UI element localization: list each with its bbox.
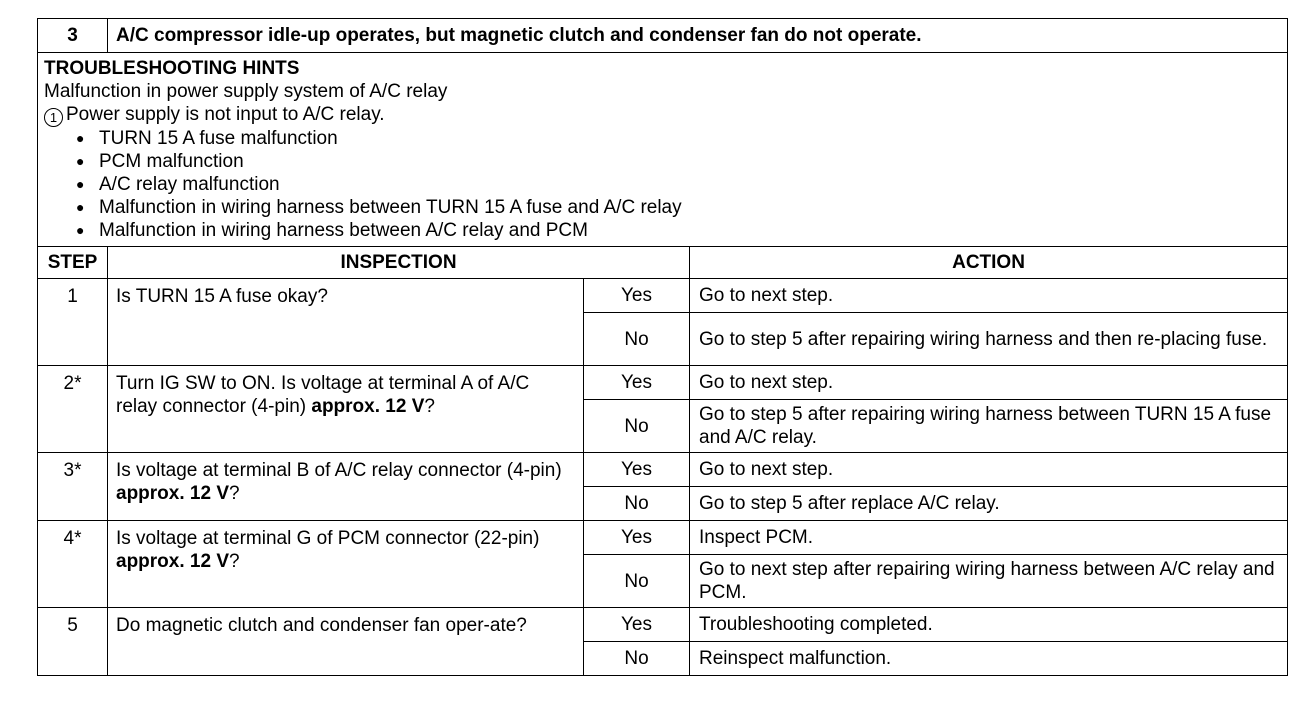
table-row	[38, 279, 1288, 313]
hint-bullet	[44, 196, 1281, 219]
yes-label: Yes	[584, 453, 690, 487]
yes-label: Yes	[584, 608, 690, 642]
inspection-cell	[108, 608, 584, 676]
inspection-cell	[108, 453, 584, 521]
hint-bullet-text: Malfunction in wiring harness between A/C relay and PCM	[99, 220, 588, 241]
inspection-cell	[108, 366, 584, 453]
no-action: Go to next step after repairing wiring harness between A/C relay and PCM.	[690, 555, 1288, 608]
table-row	[38, 366, 1288, 400]
inspection-text: Do magnetic clutch and condenser fan oper-ate?	[116, 615, 527, 636]
inspection-bold: approx. 12 V	[311, 396, 425, 417]
hint-bullet-text: PCM malfunction	[99, 151, 244, 172]
yes-action: Troubleshooting completed.	[690, 608, 1288, 642]
inspection-cell	[108, 279, 584, 366]
hints-line-2-text: Power supply is not input to A/C relay.	[66, 104, 385, 125]
table-row	[38, 453, 1288, 487]
no-label: No	[584, 555, 690, 608]
step-number: 3*	[38, 453, 108, 521]
inspection-bold: approx. 12 V	[116, 551, 229, 572]
no-action: Go to step 5 after repairing wiring harness and then re-placing fuse.	[690, 313, 1288, 366]
column-header-action: ACTION	[690, 247, 1288, 279]
no-action: Reinspect malfunction.	[690, 642, 1288, 676]
circled-number: 1	[44, 108, 63, 127]
no-action: Go to step 5 after repairing wiring harness between TURN 15 A fuse and A/C relay.	[690, 400, 1288, 453]
inspection-tail: ?	[229, 551, 240, 572]
no-action: Go to step 5 after replace A/C relay.	[690, 487, 1288, 521]
hints-line-2	[44, 103, 1281, 127]
inspection-tail: ?	[424, 396, 435, 417]
column-header-inspection: INSPECTION	[108, 247, 690, 279]
hint-bullet-text: Malfunction in wiring harness between TURN 15 A fuse and A/C relay	[99, 197, 682, 218]
step-number: 4*	[38, 521, 108, 608]
procedure-title: A/C compressor idle-up operates, but magnetic clutch and condenser fan do not operate.	[108, 19, 1288, 53]
hint-bullet	[44, 219, 1281, 242]
step-number: 2*	[38, 366, 108, 453]
troubleshooting-hints	[38, 53, 1288, 247]
column-header-step: STEP	[38, 247, 108, 279]
troubleshooting-table	[37, 18, 1288, 676]
inspection-text: Is voltage at terminal G of PCM connector (22-pin)	[116, 528, 540, 549]
yes-label: Yes	[584, 521, 690, 555]
column-header-row	[38, 247, 1288, 279]
inspection-text: Is voltage at terminal B of A/C relay connector (4-pin)	[116, 460, 562, 481]
hint-bullet-text: TURN 15 A fuse malfunction	[99, 128, 338, 149]
hint-bullet	[44, 150, 1281, 173]
hints-line-1: Malfunction in power supply system of A/C relay	[44, 81, 448, 102]
hints-row	[38, 53, 1288, 247]
hint-bullet	[44, 173, 1281, 196]
table-row	[38, 521, 1288, 555]
hints-title: TROUBLESHOOTING HINTS	[44, 58, 300, 79]
header-row	[38, 19, 1288, 53]
inspection-cell	[108, 521, 584, 608]
inspection-text: Is TURN 15 A fuse okay?	[116, 286, 328, 307]
no-label: No	[584, 487, 690, 521]
step-number: 1	[38, 279, 108, 366]
yes-action: Go to next step.	[690, 279, 1288, 313]
inspection-bold: approx. 12 V	[116, 483, 229, 504]
yes-action: Go to next step.	[690, 366, 1288, 400]
inspection-text: Turn IG SW to ON. Is voltage at terminal A of A/C relay connector (4-pin)	[116, 373, 530, 417]
yes-action: Go to next step.	[690, 453, 1288, 487]
step-number: 5	[38, 608, 108, 676]
troubleshooting-document	[37, 18, 1287, 676]
yes-action: Inspect PCM.	[690, 521, 1288, 555]
table-row	[38, 608, 1288, 642]
hint-bullet	[44, 127, 1281, 150]
no-label: No	[584, 400, 690, 453]
inspection-tail: ?	[229, 483, 240, 504]
no-label: No	[584, 642, 690, 676]
yes-label: Yes	[584, 279, 690, 313]
yes-label: Yes	[584, 366, 690, 400]
no-label: No	[584, 313, 690, 366]
procedure-number: 3	[38, 19, 108, 53]
hint-bullet-text: A/C relay malfunction	[99, 174, 280, 195]
